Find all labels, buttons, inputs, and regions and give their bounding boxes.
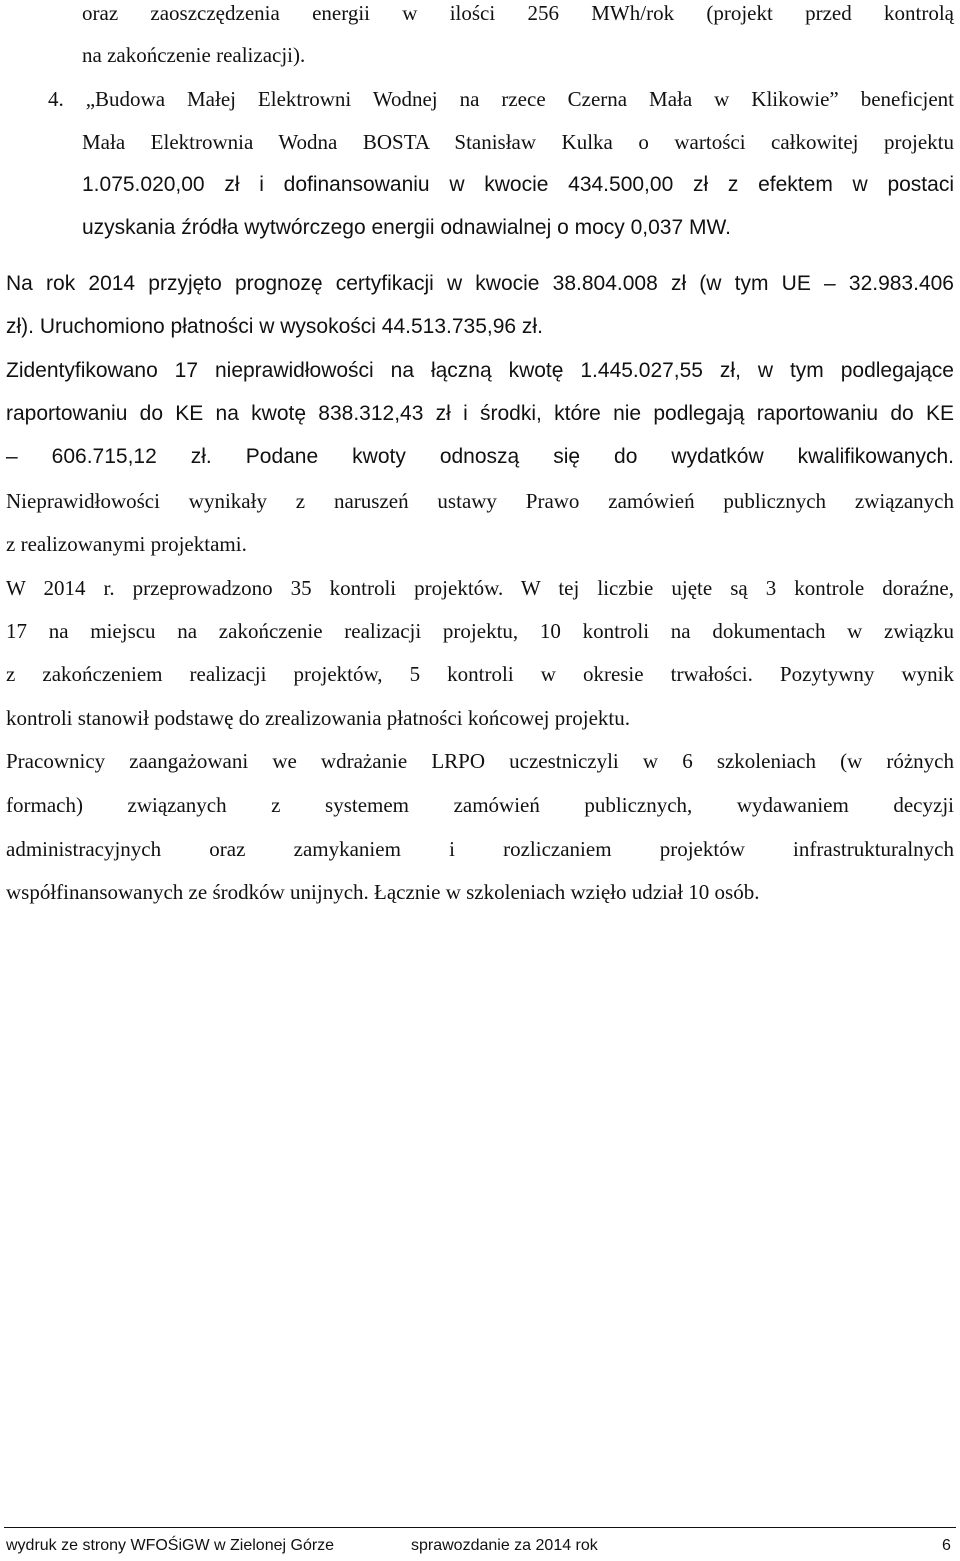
footer-divider [4,1527,956,1528]
footer-source: wydruk ze strony WFOŚiGW w Zielonej Górze [6,1537,335,1554]
text-line: z realizowanymi projektami. [6,532,247,556]
list-item-4-line: uzyskania źródła wytwórczego energii odnawialnej o mocy 0,037 MW. [82,216,731,239]
text-line: Na rok 2014 przyjęto prognozę certyfikacji w kwocie 38.804.008 zł (w tym UE – 32.983.406 [6,272,954,295]
text-line: zł). Uruchomiono płatności w wysokości 44.513.735,96 zł. [6,315,543,338]
list-item-4-line: Mała Elektrownia Wodna BOSTA Stanisław Kulka o wartości całkowitej projektu [82,130,954,154]
footer-page-number: 6 [942,1537,951,1554]
list-item-4-line: 4. „Budowa Małej Elektrowni Wodnej na rzece Czerna Mała w Klikowie” beneficjent [48,87,954,111]
text-line: Zidentyfikowano 17 nieprawidłowości na łączną kwotę 1.445.027,55 zł, w tym podlegające [6,359,954,382]
text-line: na zakończenie realizacji). [82,43,306,67]
text-line: – 606.715,12 zł. Podane kwoty odnoszą się do wydatków kwalifikowanych. [6,445,954,468]
text-line: Nieprawidłowości wynikały z naruszeń ustawy Prawo zamówień publicznych związanych [6,489,954,513]
text-line: z zakończeniem realizacji projektów, 5 kontroli w okresie trwałości. Pozytywny wynik [6,662,954,686]
text-line: administracyjnych oraz zamykaniem i rozliczaniem projektów infrastrukturalnych [6,837,954,861]
text-line: W 2014 r. przeprowadzono 35 kontroli projektów. W tej liczbie ujęte są 3 kontrole doraźne, [6,576,954,600]
footer-report-title: sprawozdanie za 2014 rok [411,1537,598,1554]
text-line: oraz zaoszczędzenia energii w ilości 256 MWh/rok (projekt przed kontrolą [82,1,954,25]
text-line: formach) związanych z systemem zamówień publicznych, wydawaniem decyzji [6,793,954,817]
text-line: raportowaniu do KE na kwotę 838.312,43 zł i środki, które nie podlegają raportowaniu do KE [6,402,954,425]
text-line: kontroli stanowił podstawę do zrealizowania płatności końcowej projektu. [6,706,631,730]
list-item-4-line: 1.075.020,00 zł i dofinansowaniu w kwocie 434.500,00 zł z efektem w postaci [82,173,954,196]
text-line: 17 na miejscu na zakończenie realizacji projektu, 10 kontroli na dokumentach w związku [6,619,954,643]
text-line: współfinansowanych ze środków unijnych. Łącznie w szkoleniach wzięło udział 10 osób. [6,880,760,904]
text-line: Pracownicy zaangażowani we wdrażanie LRPO uczestniczyli w 6 szkoleniach (w różnych [6,749,954,773]
